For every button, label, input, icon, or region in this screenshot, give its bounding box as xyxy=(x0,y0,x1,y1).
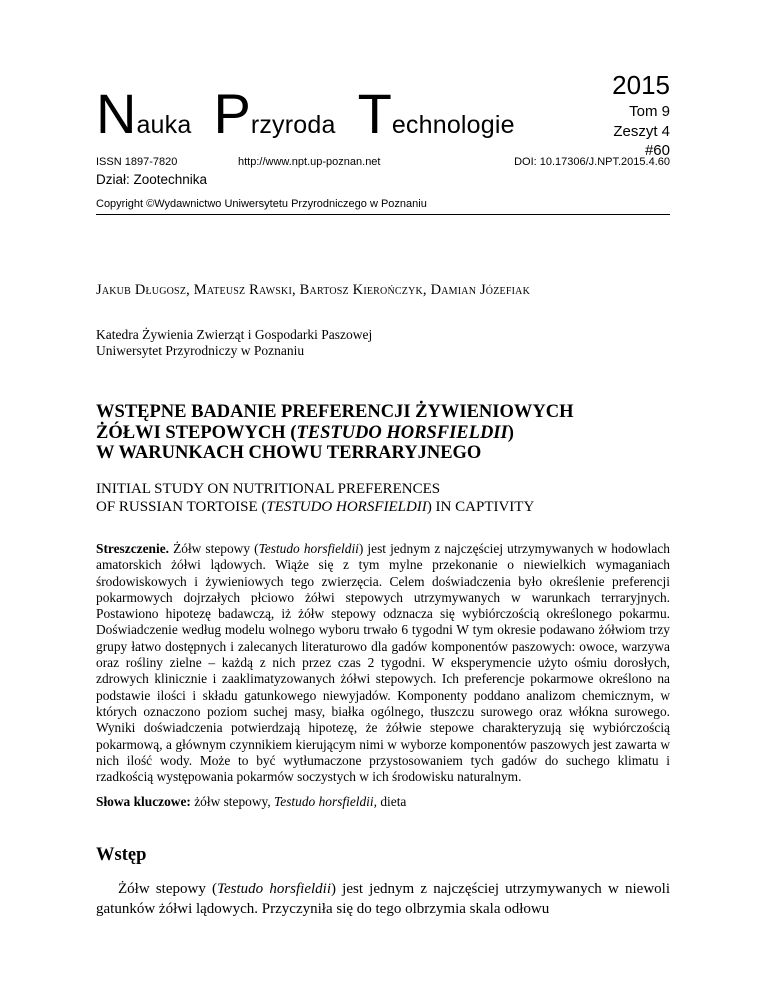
author-last-name: Józefiak xyxy=(479,282,530,298)
issn: ISSN 1897-7820 xyxy=(96,156,178,168)
logo-word-przyroda: rzyroda xyxy=(250,111,336,139)
issue-number: Zeszyt 4 xyxy=(613,123,670,140)
title-en-line xyxy=(96,499,534,516)
logo-word-nauka: auka xyxy=(136,111,192,139)
title-en-text: ) IN CAPTIVITY xyxy=(426,499,535,515)
keyword-species: Testudo horsfieldii, xyxy=(274,794,377,809)
doi: DOI: 10.17306/J.NPT.2015.4.60 xyxy=(514,156,670,168)
logo-letter-n: N xyxy=(96,82,137,145)
affiliation-department: Katedra Żywienia Zwierząt i Gospodarki Paszowej xyxy=(96,327,373,342)
title-pl-line: W WARUNKACH CHOWU TERRARYJNEGO xyxy=(96,443,482,463)
keyword: żółw stepowy, xyxy=(190,794,275,809)
issue-year: 2015 xyxy=(612,70,670,100)
logo-letter-t: T xyxy=(357,82,392,145)
logo-word-technologie: echnologie xyxy=(391,111,515,139)
author-last-name: Rawski xyxy=(249,282,292,298)
author-first-name: Jakub xyxy=(96,282,131,298)
title-pl-text: ŻÓŁWI STEPOWYCH ( xyxy=(96,423,297,443)
author-last-name: Kierończyk xyxy=(352,282,423,298)
author-last-name: Długosz xyxy=(134,282,187,298)
author-first-name: Bartosz xyxy=(299,282,349,298)
abstract-text: Żółw stepowy ( xyxy=(169,541,259,556)
abstract xyxy=(96,541,670,785)
affiliation-university: Uniwersytet Przyrodniczy w Poznaniu xyxy=(96,343,305,358)
intro-text: Żółw stepowy ( xyxy=(118,881,218,897)
abstract-text: ) jest jednym z najczęściej utrzymywanych w hodowlach amatorskich żółwi lądowych. Wiąże się z tym mylne przekonanie o niewielkich wymaganiach środowiskowych i żywieniowych tego zwierzęcia. Celem doświadczenia było określenie preferencji pokarmowych dojrzałych płciowo żółwi stepowych utrzymywanych w warunkach terraryjnych. Postawiono hipotezę badawczą, iż żółw stepowy odznacza się wybiórczością określonego pokarmu. Doświadczenie według modelu wolnego wyboru trwało 6 tygodni W tym okresie podawano żółwiom trzy grupy łatwo dostępnych i zalecanych literaturowo dla gadów komponentów paszowych: owoce, warzywa oraz rośliny zielne – każdą z nich przez czas 2 tygodni. W eksperymencie użyto ośmiu dorosłych, zdrowych klinicznie i zaaklimatyzowanych żółwi stepowych. Ich preferencje pokarmowe określono na podstawie ilości i składu gatunkowego niewyjadów. Komponenty poddano analizom chemicznym, w których oznaczono poziom suchej masy, białka ogólnego, tłuszczu surowego oraz włókna surowego. Wyniki doświadczenia potwierdzają hipotezę, że żółwie stepowe charakteryzują się wybiórczością pokarmową, a głównym czynnikiem kierującym nimi w wyborze komponentów paszowych jest zawarta w nich ilość wody. Może to być wytłumaczone przystosowaniem tych gadów do suchego klimatu i rzadkością występowania pokarmów soczystych w ich środowisku naturalnym. xyxy=(96,541,670,785)
title-en-text: OF RUSSIAN TORTOISE ( xyxy=(96,499,267,515)
abstract-label: Streszczenie. xyxy=(96,541,169,556)
abstract-species: Testudo horsfieldii xyxy=(258,541,359,556)
author-first-name: Mateusz xyxy=(193,282,246,298)
article-number: #60 xyxy=(644,142,670,159)
keywords xyxy=(96,794,406,810)
journal-section: Dział: Zootechnika xyxy=(96,172,208,187)
title-pl-text: ) xyxy=(507,423,514,443)
keyword: dieta xyxy=(376,794,407,809)
intro-text: ) jest jednym z najczęściej utrzymywanych w niewoli gatunków żółwi lądowych. Przyczyniła się do tego olbrzymia skala odłowu xyxy=(96,881,670,917)
copyright: Copyright ©Wydawnictwo Uniwersytetu Przyrodniczego w Poznaniu xyxy=(96,198,427,210)
journal-logo xyxy=(96,82,515,145)
keywords-label: Słowa kluczowe: xyxy=(96,794,191,809)
author-first-name: Damian xyxy=(430,282,477,298)
header-divider xyxy=(96,214,670,215)
title-pl-line xyxy=(96,423,514,444)
intro-paragraph xyxy=(96,879,670,919)
title-en-line: INITIAL STUDY ON NUTRITIONAL PREFERENCES xyxy=(96,481,441,497)
title-pl-line: WSTĘPNE BADANIE PREFERENCJI ŻYWIENIOWYCH xyxy=(96,402,574,422)
logo-letter-p: P xyxy=(213,82,251,145)
author-list: Jakub Długosz, Mateusz Rawski, Bartosz Kierończyk, Damian Józefiak xyxy=(96,282,530,298)
title-en-species: TESTUDO HORSFIELDII xyxy=(266,499,427,515)
intro-species: Testudo horsfieldii xyxy=(217,881,331,897)
journal-website-link[interactable]: http://www.npt.up-poznan.net xyxy=(238,156,381,168)
section-heading-intro: Wstęp xyxy=(96,845,147,865)
issue-volume: Tom 9 xyxy=(629,103,670,120)
title-pl-species: TESTUDO HORSFIELDII xyxy=(296,423,508,443)
